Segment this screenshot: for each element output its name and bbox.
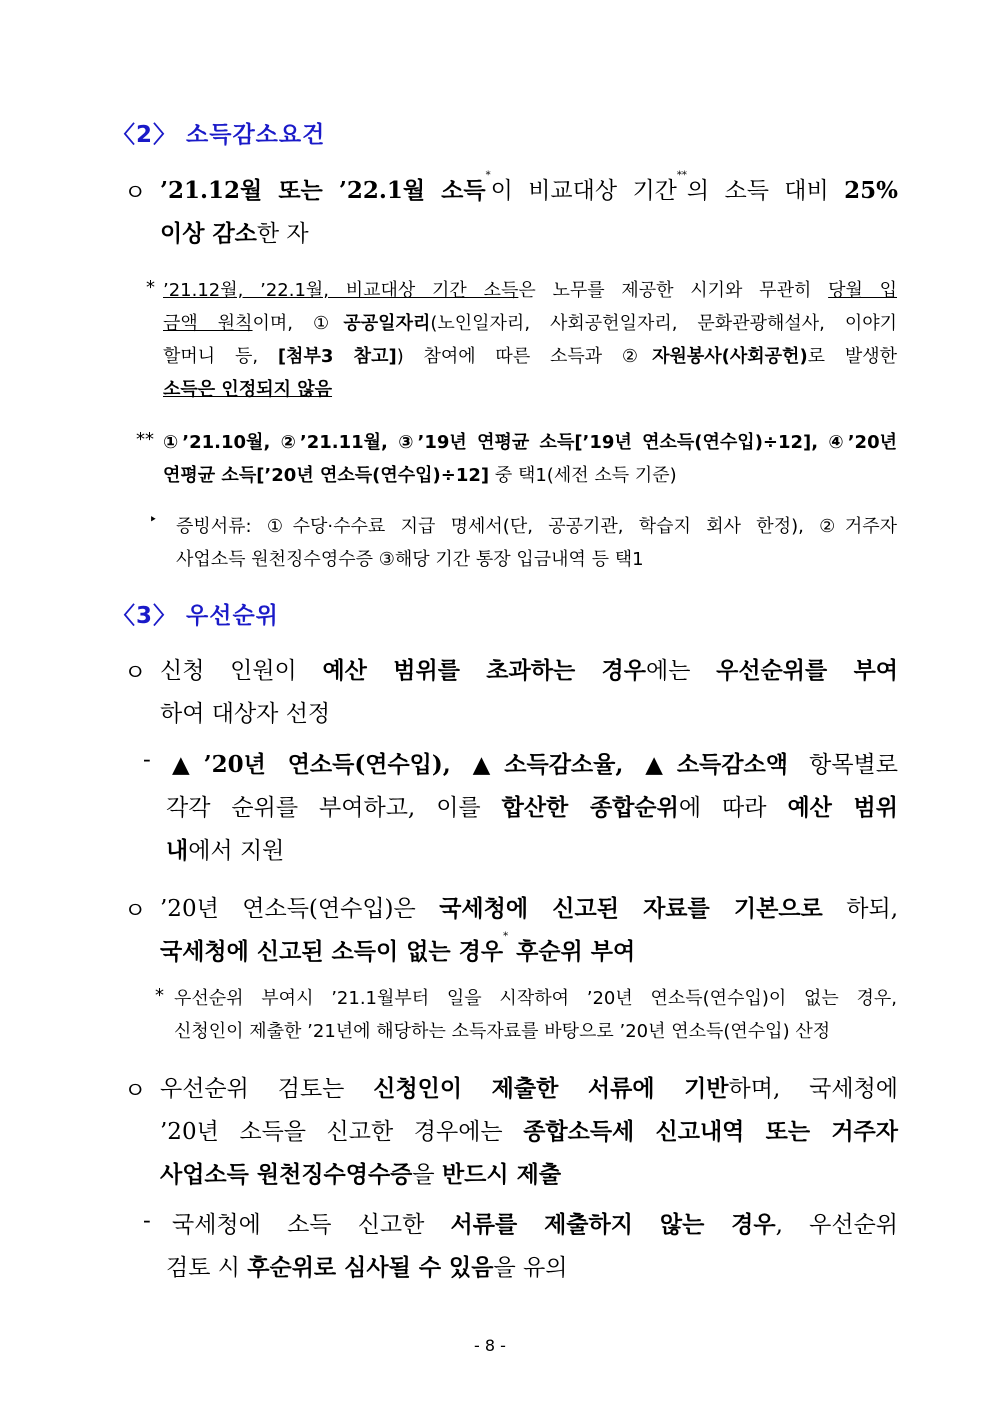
- section-heading-income-reduction: 〈2〉 소득감소요건: [112, 122, 326, 148]
- priority-p2-line-2: 국세청에 신고된 소득이 없는 경우* 후순위 부여: [160, 931, 636, 965]
- priority-p2-line-1: ’20년 연소득(연수입)은 국세청에 신고된 자료를 기본으로 하되,: [160, 895, 899, 922]
- priority-p1-line-2: 하여 대상자 선정: [160, 701, 331, 727]
- note1-line-4: 소득은 인정되지 않음: [163, 379, 333, 400]
- criteria-line-2: 이상 감소한 자: [160, 220, 309, 247]
- priority-sub-line-3: 내에서 지원: [166, 837, 285, 864]
- p3-sub-line-1: 국세청에 소득 신고한 서류를 제출하지 않는 경우, 우선순위: [172, 1211, 899, 1238]
- note2-line-1: ①’21.10월, ②’21.11월, ③’19년 연평균 소득[’19년 연소득(연수입)÷12], ④’20년: [163, 432, 897, 453]
- section-heading-priority: 〈3〉 우선순위: [112, 603, 279, 629]
- triangle-bullet-icon: ‣: [149, 512, 158, 528]
- note2-line-2: 연평균 소득[’20년 연소득(연수입)÷12] 중 택1(세전 소득 기준): [163, 465, 677, 486]
- p2-note-line-1: 우선순위 부여시 ’21.1월부터 일을 시작하여 ’20년 연소득(연수입)이 없는 경우,: [174, 988, 897, 1009]
- note1-line-3: 할머니 등, [첨부3 참고]) 참여에 따른 소득과 ②자원봉사(사회공헌)로 발생한: [163, 346, 897, 367]
- bullet-circle: ㅇ: [124, 660, 147, 686]
- bullet-circle: ㅇ: [124, 1078, 147, 1104]
- note1-line-1: ’21.12월, ’22.1월, 비교대상 기간 소득은 노무를 제공한 시기와 무관히 당월 입: [163, 280, 897, 301]
- priority-p1-line-1: 신청 인원이 예산 범위를 초과하는 경우에는 우선순위를 부여: [160, 657, 899, 684]
- dash-bullet: -: [143, 747, 151, 773]
- bullet-circle: ㅇ: [124, 180, 147, 206]
- note-double-asterisk: **: [136, 429, 154, 450]
- bullet-circle: ㅇ: [124, 898, 147, 924]
- p3-sub-line-2: 검토 시 후순위로 심사될 수 있음을 유의: [166, 1254, 568, 1281]
- priority-p3-line-3: 사업소득 원천징수영수증을 반드시 제출: [160, 1161, 562, 1188]
- priority-p3-line-2: ’20년 소득을 신고한 경우에는 종합소득세 신고내역 또는 거주자: [160, 1118, 898, 1145]
- p2-note-line-2: 신청인이 제출한 ’21년에 해당하는 소득자료를 바탕으로 ’20년 연소득(연수입) 산정: [174, 1021, 831, 1042]
- page-number: - 8 -: [474, 1336, 506, 1355]
- dash-bullet: -: [143, 1208, 151, 1234]
- priority-sub-line-2: 각각 순위를 부여하고, 이를 합산한 종합순위에 따라 예산 범위: [166, 794, 898, 821]
- evidence-line-2: 사업소득 원천징수영수증 ③해당 기간 통장 입금내역 등 택1: [176, 549, 644, 570]
- criteria-line-1: ’21.12월 또는 ’22.1월 소득*이 비교대상 기간**의 소득 대비 25%: [160, 170, 898, 204]
- note-asterisk: *: [155, 985, 164, 1006]
- evidence-line-1: 증빙서류: ①수당·수수료 지급 명세서(단, 공공기관, 학습지 회사 한정), ②거주자: [176, 516, 897, 537]
- priority-p3-line-1: 우선순위 검토는 신청인이 제출한 서류에 기반하며, 국세청에: [160, 1075, 899, 1102]
- note-asterisk: *: [146, 277, 155, 298]
- note1-line-2: 금액 원칙이며, ①공공일자리(노인일자리, 사회공헌일자리, 문화관광해설사, 이야기: [163, 313, 898, 334]
- priority-sub-line-1: ▲’20년 연소득(연수입), ▲소득감소율, ▲소득감소액 항목별로: [172, 751, 898, 778]
